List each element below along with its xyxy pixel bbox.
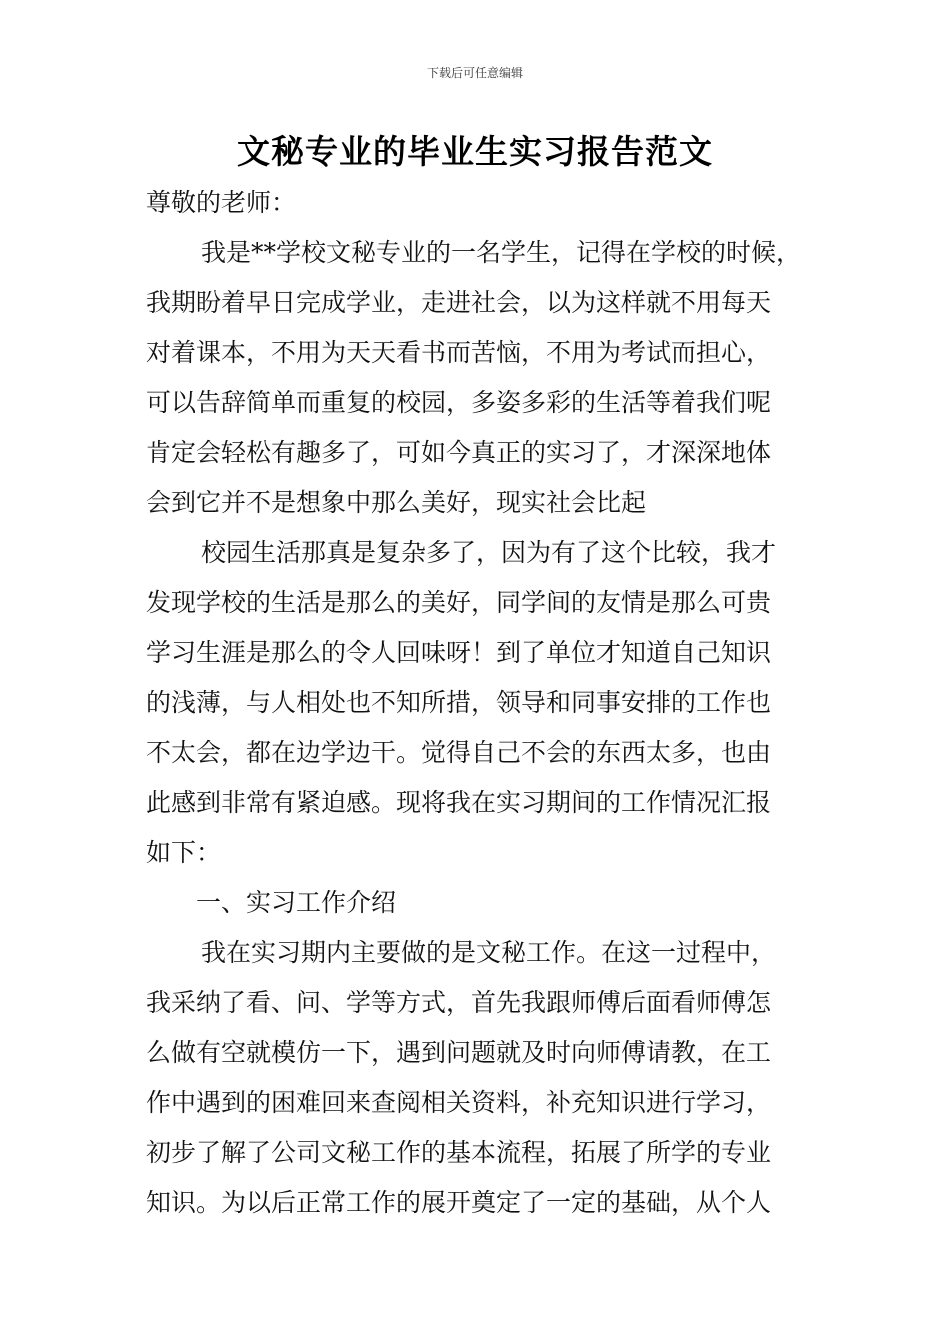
paragraph-line: 对着课本，不用为天天看书而苦恼，不用为考试而担心， [146,338,772,367]
paragraph-line: 么做有空就模仿一下，遇到问题就及时向师傅请教，在工 [146,1038,772,1067]
paragraph-line: 校园生活那真是复杂多了，因为有了这个比较，我才 [201,538,777,567]
paragraph-line: 不太会，都在边学边干。觉得自己不会的东西太多，也由 [146,738,772,767]
paragraph-line: 发现学校的生活是那么的美好，同学间的友情是那么可贵 [146,588,772,617]
paragraph-line: 如下： [146,838,222,867]
paragraph-line: 初步了解了公司文秘工作的基本流程，拓展了所学的专业 [146,1138,772,1167]
paragraph-line: 我是**学校文秘专业的一名学生，记得在学校的时候， [201,238,802,267]
paragraph-line: 我采纳了看、问、学等方式，首先我跟师傅后面看师傅怎 [146,988,772,1017]
paragraph-line: 知识。为以后正常工作的展开奠定了一定的基础，从个人 [146,1188,772,1217]
paragraph-line: 我在实习期内主要做的是文秘工作。在这一过程中， [201,938,777,967]
paragraph-line: 可以告辞简单而重复的校园，多姿多彩的生活等着我们呢 [146,388,772,417]
section-heading: 一、实习工作介绍 [196,888,397,917]
paragraph-line: 我期盼着早日完成学业，走进社会，以为这样就不用每天 [146,288,772,317]
document-title: 文秘专业的毕业生实习报告范文 [237,132,713,171]
paragraph-line: 肯定会轻松有趣多了，可如今真正的实习了，才深深地体 [146,438,772,467]
paragraph-line: 此感到非常有紧迫感。现将我在实习期间的工作情况汇报 [146,788,772,817]
paragraph-line: 会到它并不是想象中那么美好，现实社会比起 [146,488,647,517]
salutation-line: 尊敬的老师： [146,188,297,217]
paragraph-line: 作中遇到的困难回来查阅相关资料，补充知识进行学习， [146,1088,772,1117]
document-body [146,178,836,1228]
paragraph-line: 学习生涯是那么的令人回味呀！到了单位才知道自己知识 [146,638,772,667]
paragraph-line: 的浅薄，与人相处也不知所措，领导和同事安排的工作也 [146,688,772,717]
page-header-note: 下载后可任意编辑 [426,66,523,80]
